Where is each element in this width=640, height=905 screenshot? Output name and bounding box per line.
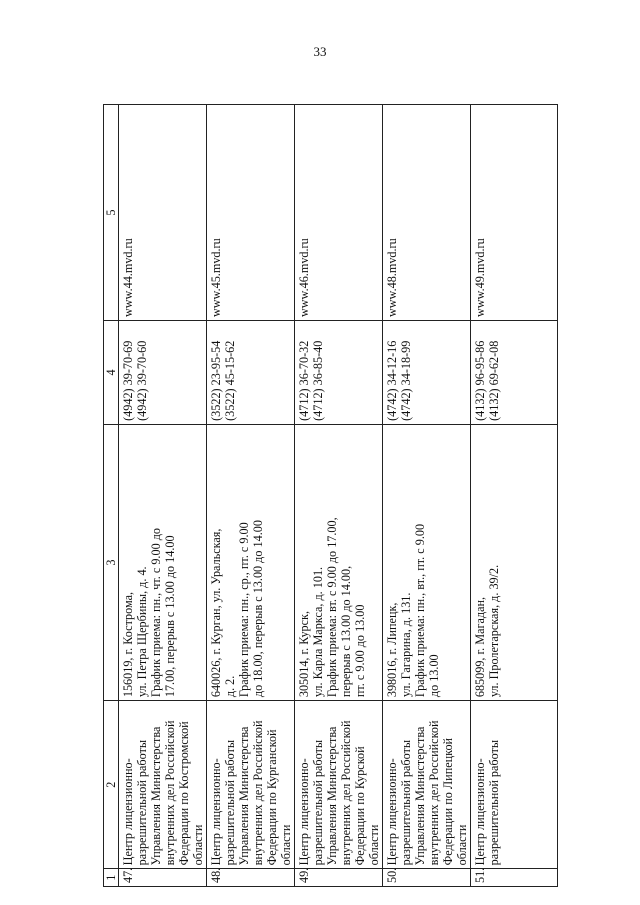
row-number: 51. [471,869,558,887]
table-row [295,105,383,887]
phone-numbers-line: (4132) 69-62-08 [487,340,501,421]
table-row [471,105,558,887]
address-schedule-line: График приема: пн., ср., пт. с 9.00 [237,522,251,698]
phone-numbers-line: (4742) 34-12-16 [385,340,399,421]
organization-name [295,701,383,869]
organization-name-line: разрешительной работы [311,739,325,866]
organization-name-line: Управления Министерства [325,726,339,866]
organization-name-line: Центр лицензионно- [473,758,487,866]
phone-numbers-line: (4742) 34-18-99 [399,340,413,421]
phone-numbers [207,321,295,425]
organization-name-line: Управления Министерства [149,726,163,866]
page-number: 33 [313,44,327,59]
rotated-table-wrapper [103,104,558,887]
organization-name-line: области [191,824,205,866]
organization-name-line: Управления Министерства [413,726,427,866]
phone-numbers-line: (4132) 96-95-86 [473,340,487,421]
row-number: 50. [383,869,471,887]
rotated-table-container [103,104,558,887]
organization-name-line: Федерации по Костромской [177,721,191,866]
header-col-3: 3 [104,424,119,700]
phone-numbers [471,321,558,425]
row-number: 48. [207,869,295,887]
address-schedule-line: д. 2. [223,675,237,698]
phone-numbers-line: (3522) 45-15-62 [223,340,237,421]
organization-name [383,701,471,869]
address-schedule-line: ул. Пролетарская, д. 39/2. [487,564,501,698]
organization-name-line: разрешительной работы [223,739,237,866]
address-schedule [471,424,558,700]
address-schedule-line: 640026, г. Курган, ул. Уральская, [209,528,223,698]
website: www.45.mvd.ru [207,105,295,321]
phone-numbers-line: (4712) 36-85-40 [311,340,325,421]
address-schedule-line: ул. Карла Маркса, д. 101. [311,566,325,698]
organization-name-line: Центр лицензионно- [385,758,399,866]
address-schedule-line: до 13.00 [427,654,441,698]
organization-name-line: Управления Министерства [237,726,251,866]
address-schedule-line: до 18.00, перерыв с 13.00 до 14.00 [251,520,265,698]
address-schedule-line: 156019, г. Кострома, [121,591,135,698]
organization-name-line: области [279,824,293,866]
website: www.48.mvd.ru [383,105,471,321]
table-header-row [104,105,119,887]
organization-name-line: внутренних дел Российской [251,720,265,866]
organization-name-line: внутренних дел Российской [339,720,353,866]
phone-numbers [295,321,383,425]
address-schedule-line: 17.00, перерыв с 13.00 до 14.00 [163,535,177,698]
row-number: 47. [119,869,207,887]
organization-name-line: Федерации по Курской [353,746,367,866]
organization-name-line: области [455,824,469,866]
table-row [119,105,207,887]
licensing-centers-table [103,104,558,887]
organization-name [119,701,207,869]
address-schedule-line: перерыв с 13.00 до 14.00, [339,565,353,698]
organization-name-line: Центр лицензионно- [209,758,223,866]
phone-numbers-line: (4712) 36-70-32 [297,340,311,421]
website: www.49.mvd.ru [471,105,558,321]
address-schedule-line: 398016, г. Липецк, [385,602,399,698]
phone-numbers [383,321,471,425]
address-schedule-line: ул. Петра Щербины, д. 4. [135,566,149,698]
organization-name-line: внутренних дел Российской [427,720,441,866]
phone-numbers-line: (4942) 39-70-69 [121,340,135,421]
organization-name [207,701,295,869]
header-col-5: 5 [104,105,119,321]
website: www.46.mvd.ru [295,105,383,321]
table-row [383,105,471,887]
phone-numbers [119,321,207,425]
address-schedule-line: 305014, г. Курск, [297,610,311,698]
organization-name-line: разрешительной работы [135,739,149,866]
organization-name-line: области [367,824,381,866]
address-schedule-line: График приема: пн., чт. с 9.00 до [149,527,163,698]
header-col-2: 2 [104,701,119,869]
address-schedule-line: График приема: вт. с 9.00 до 17.00, [325,517,339,698]
address-schedule [383,424,471,700]
organization-name-line: разрешительной работы [399,739,413,866]
organization-name-line: Федерации по Курганской [265,729,279,866]
organization-name [471,701,558,869]
organization-name-line: Центр лицензионно- [121,758,135,866]
phone-numbers-line: (4942) 39-70-60 [135,340,149,421]
table-row [207,105,295,887]
address-schedule-line: ул. Гагарина, д. 131. [399,592,413,698]
organization-name-line: Федерации по Липецкой [441,737,455,866]
address-schedule-line: 685099, г. Магадан, [473,596,487,698]
phone-numbers-line: (3522) 23-95-54 [209,340,223,421]
address-schedule-line: пт. с 9.00 до 13.00 [353,604,367,698]
address-schedule [295,424,383,700]
header-col-4: 4 [104,321,119,425]
header-col-1: 1 [104,869,119,887]
organization-name-line: Центр лицензионно- [297,758,311,866]
organization-name-line: разрешительной работы [487,739,501,866]
address-schedule [119,424,207,700]
organization-name-line: внутренних дел Российской [163,720,177,866]
website: www.44.mvd.ru [119,105,207,321]
row-number: 49. [295,869,383,887]
address-schedule [207,424,295,700]
address-schedule-line: График приема: пн., вт., пт. с 9.00 [413,523,427,698]
table-body [119,105,558,887]
